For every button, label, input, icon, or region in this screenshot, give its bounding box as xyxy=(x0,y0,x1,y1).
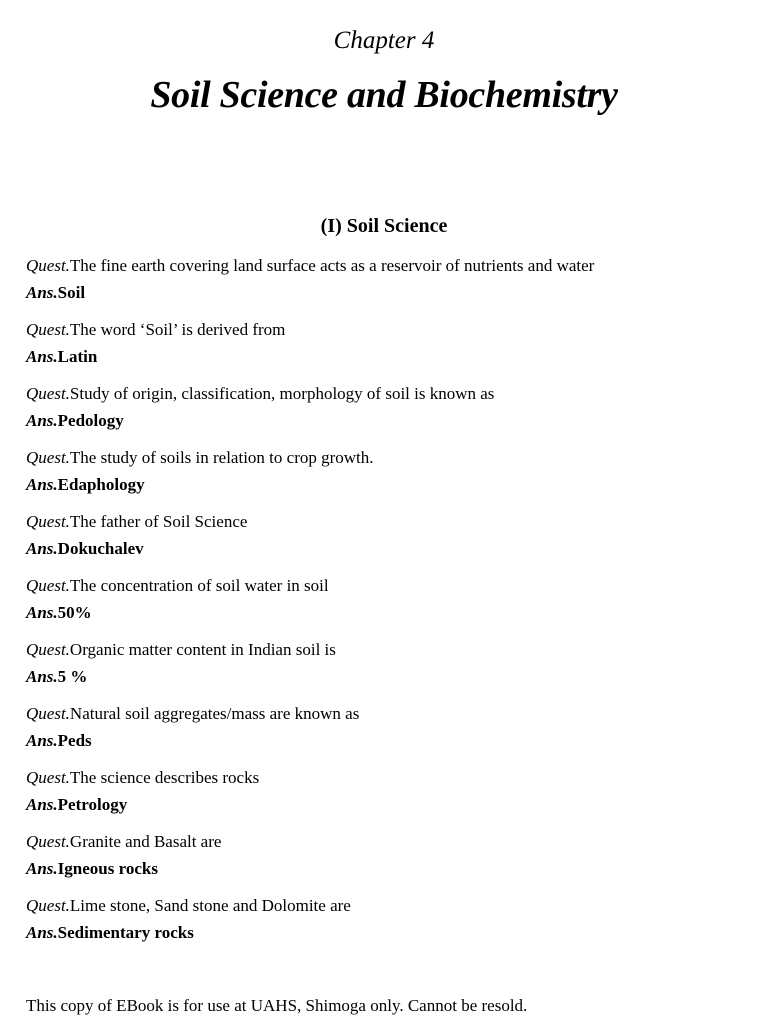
answer-text: Pedology xyxy=(57,411,124,430)
question-text: Study of origin, classification, morphology of soil is known as xyxy=(69,384,495,403)
qa-item xyxy=(26,316,746,380)
question-prefix: Quest. xyxy=(26,320,70,339)
question-text: The father of Soil Science xyxy=(69,512,248,531)
answer-line xyxy=(26,471,746,498)
answer-line xyxy=(26,343,746,370)
answer-line xyxy=(26,727,746,754)
footer-note: This copy of EBook is for use at UAHS, Shimoga only. Cannot be resold. xyxy=(26,996,528,1015)
question-line xyxy=(26,700,746,727)
qa-item xyxy=(26,764,746,828)
answer-prefix: Ans. xyxy=(26,731,58,750)
question-line xyxy=(26,444,746,471)
qa-item xyxy=(26,700,746,764)
qa-item xyxy=(26,444,746,508)
question-text: Granite and Basalt are xyxy=(69,832,222,851)
question-line xyxy=(26,380,746,407)
question-prefix: Quest. xyxy=(26,832,70,851)
question-prefix: Quest. xyxy=(26,512,70,531)
section-heading: (I) Soil Science xyxy=(320,215,448,237)
question-prefix: Quest. xyxy=(26,704,70,723)
answer-prefix: Ans. xyxy=(26,923,58,942)
answer-prefix: Ans. xyxy=(26,795,58,814)
qa-item xyxy=(26,380,746,444)
qa-item xyxy=(26,636,746,700)
answer-prefix: Ans. xyxy=(26,283,58,302)
question-prefix: Quest. xyxy=(26,896,70,915)
question-line xyxy=(26,508,746,535)
qa-item xyxy=(26,828,746,892)
answer-line xyxy=(26,855,746,882)
answer-line xyxy=(26,919,746,946)
question-prefix: Quest. xyxy=(26,256,70,275)
qa-item xyxy=(26,572,746,636)
question-prefix: Quest. xyxy=(26,640,70,659)
question-text: The word ‘Soil’ is derived from xyxy=(69,320,286,339)
question-text: The study of soils in relation to crop growth. xyxy=(69,448,374,467)
question-text: The science describes rocks xyxy=(69,768,260,787)
answer-text: Dokuchalev xyxy=(57,539,144,558)
answer-text: Edaphology xyxy=(57,475,145,494)
question-line xyxy=(26,892,746,919)
question-line xyxy=(26,636,746,663)
question-prefix: Quest. xyxy=(26,768,70,787)
answer-line xyxy=(26,599,746,626)
answer-line xyxy=(26,791,746,818)
answer-text: Sedimentary rocks xyxy=(57,923,194,942)
answer-text: 50% xyxy=(57,603,92,622)
question-line xyxy=(26,828,746,855)
question-line xyxy=(26,764,746,791)
question-prefix: Quest. xyxy=(26,448,70,467)
qa-item xyxy=(26,508,746,572)
answer-prefix: Ans. xyxy=(26,603,58,622)
question-text: The fine earth covering land surface acts as a reservoir of nutrients and water xyxy=(69,256,595,275)
answer-prefix: Ans. xyxy=(26,539,58,558)
question-prefix: Quest. xyxy=(26,384,70,403)
question-text: Organic matter content in Indian soil is xyxy=(69,640,336,659)
question-line xyxy=(26,252,746,279)
answer-prefix: Ans. xyxy=(26,667,58,686)
question-text: Lime stone, Sand stone and Dolomite are xyxy=(69,896,351,915)
answer-line xyxy=(26,407,746,434)
answer-line xyxy=(26,279,746,306)
answer-text: 5 % xyxy=(57,667,88,686)
answer-text: Igneous rocks xyxy=(57,859,158,878)
answer-text: Peds xyxy=(57,731,92,750)
qa-item xyxy=(26,252,746,316)
question-line xyxy=(26,572,746,599)
answer-line xyxy=(26,535,746,562)
chapter-title: Soil Science and Biochemistry xyxy=(150,74,618,116)
answer-prefix: Ans. xyxy=(26,475,58,494)
answer-prefix: Ans. xyxy=(26,859,58,878)
question-text: Natural soil aggregates/mass are known as xyxy=(69,704,360,723)
question-text: The concentration of soil water in soil xyxy=(69,576,329,595)
answer-prefix: Ans. xyxy=(26,411,58,430)
answer-line xyxy=(26,663,746,690)
question-prefix: Quest. xyxy=(26,576,70,595)
question-line xyxy=(26,316,746,343)
answer-text: Petrology xyxy=(57,795,128,814)
answer-text: Latin xyxy=(57,347,98,366)
qa-list xyxy=(26,252,746,956)
answer-text: Soil xyxy=(57,283,86,302)
qa-item xyxy=(26,892,746,956)
answer-prefix: Ans. xyxy=(26,347,58,366)
chapter-label: Chapter 4 xyxy=(333,27,435,54)
